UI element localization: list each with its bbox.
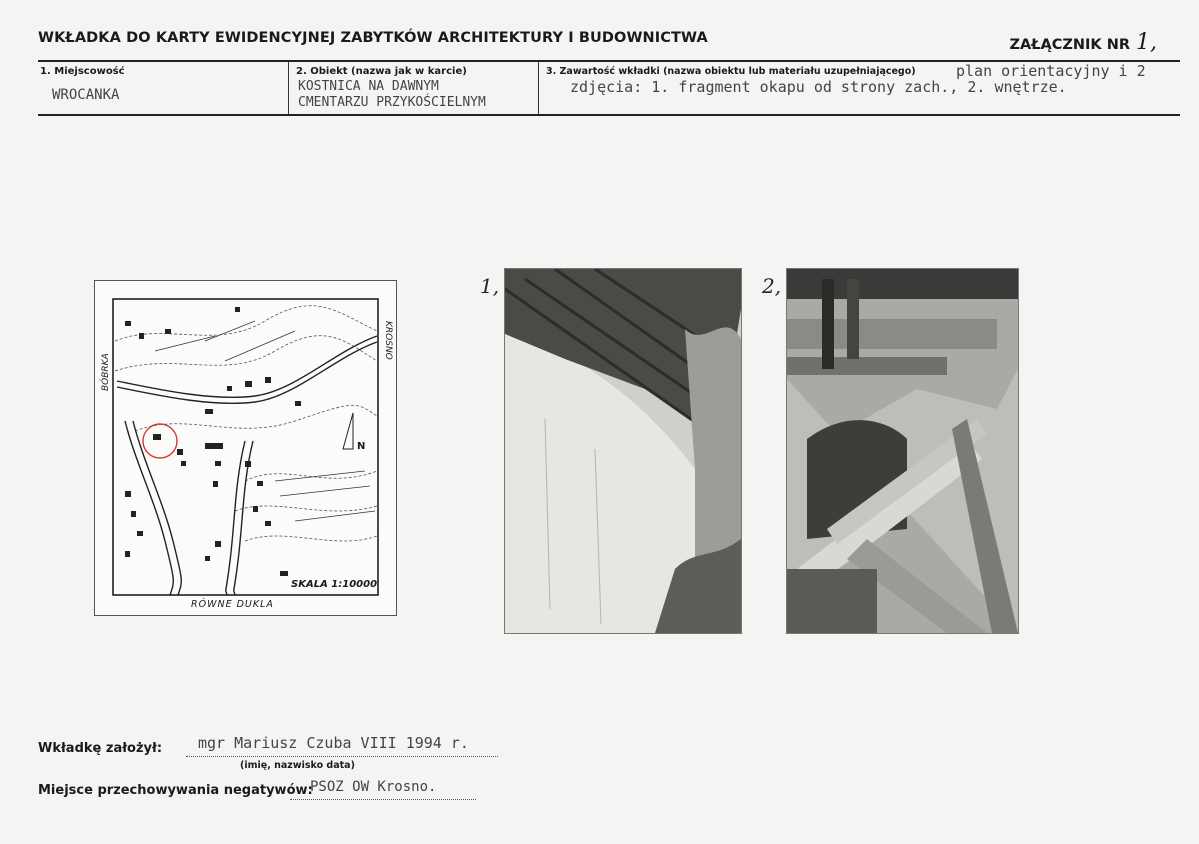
place-label: 1. Miejscowość <box>40 66 125 77</box>
photo1-drawing <box>505 269 741 633</box>
storage-value: PSOZ OW Krosno. <box>310 779 437 795</box>
photo-1-eave-fragment <box>504 268 742 634</box>
storage-dotted-line <box>290 799 476 800</box>
created-value: mgr Mariusz Czuba VIII 1994 r. <box>198 734 469 752</box>
form-title: WKŁADKA DO KARTY EWIDENCYJNEJ ZABYTKÓW ARCHITEKTURY I BUDOWNICTWA <box>38 30 708 46</box>
created-label: Wkładkę założył: <box>38 741 163 756</box>
photo2-number: 2, <box>762 274 782 298</box>
map-label-right: KROSNO <box>383 321 393 360</box>
contents-label: 3. Zawartość wkładki (nazwa obiektu lub materiału uzupełniającego) <box>546 66 916 77</box>
contents-value-line2: zdjęcia: 1. fragment okapu od strony zach., 2. wnętrze. <box>570 78 1067 96</box>
north-label: N <box>357 441 366 452</box>
field-separator-2 <box>538 62 539 114</box>
object-value-line1: KOSTNICA NA DAWNYM <box>298 79 439 94</box>
map-label-bottom: RÓWNE DUKLA <box>191 599 274 610</box>
annex-label: ZAŁĄCZNIK NR <box>1009 37 1130 53</box>
orientation-map <box>94 280 397 616</box>
storage-label: Miejsce przechowywania negatywów: <box>38 783 313 798</box>
object-value-line2: CMENTARZU PRZYKOŚCIELNYM <box>298 95 486 110</box>
annex-number <box>1009 30 1157 55</box>
annex-handwritten-number: 1, <box>1136 30 1157 55</box>
photo-2-interior <box>786 268 1019 634</box>
contents-value-line1: plan orientacyjny i 2 <box>956 62 1146 80</box>
created-dotted-line <box>186 756 498 757</box>
photo1-number: 1, <box>480 274 500 298</box>
object-label: 2. Obiekt (nazwa jak w karcie) <box>296 66 467 77</box>
photo2-drawing <box>787 269 1018 633</box>
map-label-left: BÓBRKA <box>101 353 111 391</box>
map-scale: SKALA 1:10000 <box>291 579 378 590</box>
map-drawing <box>95 281 396 615</box>
created-hint: (imię, nazwisko data) <box>240 760 355 771</box>
field-separator-1 <box>288 62 289 114</box>
place-value: WROCANKA <box>52 87 120 103</box>
header-rule-bottom <box>38 114 1180 116</box>
